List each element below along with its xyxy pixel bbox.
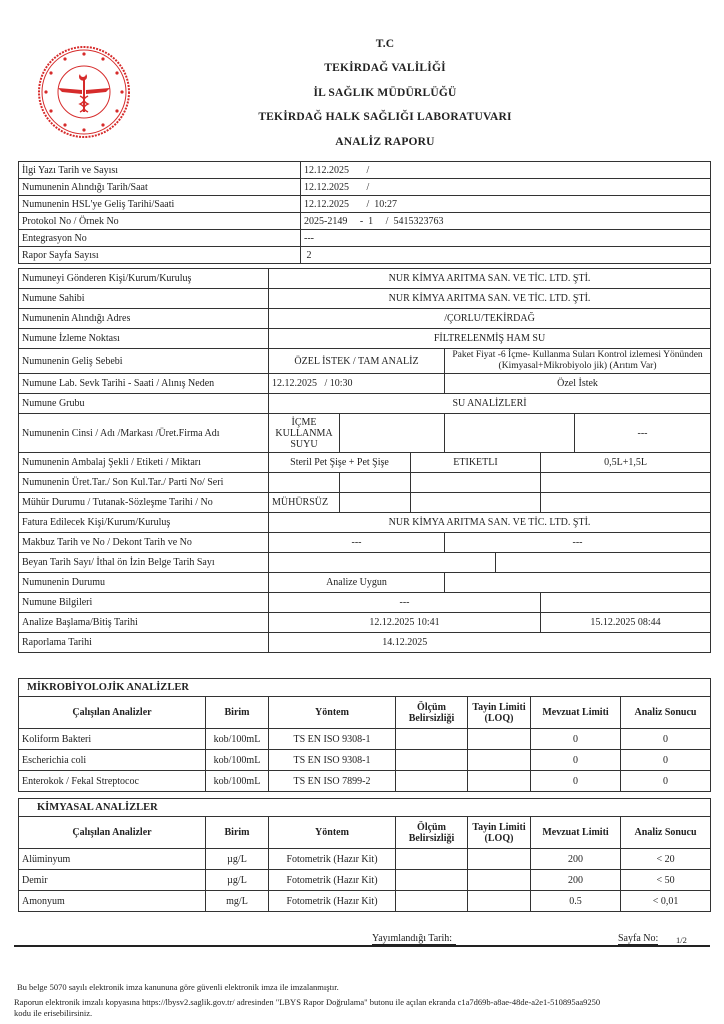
table-row: [19, 394, 711, 414]
analysis-limit: 200: [531, 870, 621, 891]
analysis-limit: 0: [531, 750, 621, 771]
info-label: Rapor Sayfa Sayısı: [19, 247, 301, 264]
sample-details-table: [18, 268, 711, 653]
group-value: SU ANALİZLERİ: [269, 394, 711, 414]
table-row: [19, 473, 711, 493]
analysis-loq: [468, 870, 531, 891]
column-header: Çalışılan Analizler: [19, 697, 206, 729]
label-value: ETIKETLI: [411, 453, 541, 473]
address-value: /ÇORLU/TEKİRDAĞ: [269, 309, 711, 329]
analysis-limit: 200: [531, 849, 621, 870]
monitoring-point-value: FİLTRELENMİŞ HAM SU: [269, 329, 711, 349]
analysis-limit: 0: [531, 771, 621, 792]
page-number-label: Sayfa No:: [618, 933, 659, 944]
analysis-unit: kob/100mL: [206, 750, 269, 771]
info-label: Numunenin HSL'ye Geliş Tarihi/Saati: [19, 196, 301, 213]
analysis-loq: [468, 849, 531, 870]
declaration-value1: [269, 553, 496, 573]
footer-divider: [14, 945, 710, 947]
column-header-line: Ölçüm: [417, 821, 446, 833]
column-header: Mevzuat Limiti: [531, 697, 621, 729]
dekont-value: ---: [445, 533, 711, 553]
table-row: [19, 750, 711, 771]
analysis-loq: [468, 771, 531, 792]
table-row: [19, 247, 711, 264]
analysis-result: 0: [621, 750, 711, 771]
analysis-result: < 50: [621, 870, 711, 891]
seal-value4: [541, 493, 711, 513]
info-value: 12.12.2025 / 10:27: [301, 196, 711, 213]
chemical-table: [18, 798, 711, 912]
column-header: [396, 697, 468, 729]
table-row: [19, 374, 711, 394]
analysis-unit: µg/L: [206, 849, 269, 870]
type-line: KULLANMA: [275, 427, 333, 439]
analysis-result: 0: [621, 729, 711, 750]
manufacturer-value: ---: [575, 414, 711, 453]
reason-detail-line2: (Kimyasal+Mikrobiyolo jik) (Arıtım Var): [498, 361, 657, 371]
lab-dispatch-reason: Özel İstek: [445, 374, 711, 394]
field-label: Makbuz Tarih ve No / Dekont Tarih ve No: [19, 533, 269, 553]
field-label: Numune Grubu: [19, 394, 269, 414]
field-label: Raporlama Tarihi: [19, 633, 269, 653]
field-label: Analize Başlama/Bitiş Tarihi: [19, 613, 269, 633]
field-label: Numuneyi Gönderen Kişi/Kurum/Kuruluş: [19, 269, 269, 289]
field-label: Numune Lab. Sevk Tarihi - Saati / Alınış Neden: [19, 374, 269, 394]
owner-value: NUR KİMYA ARITMA SAN. VE TİC. LTD. ŞTİ.: [269, 289, 711, 309]
reason-value: ÖZEL İSTEK / TAM ANALİZ: [269, 349, 445, 374]
field-label: Numune İzleme Noktası: [19, 329, 269, 349]
reason-detail: [445, 349, 711, 374]
column-header: Mevzuat Limiti: [531, 817, 621, 849]
column-header: Yöntem: [269, 817, 396, 849]
field-label: Fatura Edilecek Kişi/Kurum/Kuruluş: [19, 513, 269, 533]
page-number-value: 1/2: [676, 935, 687, 945]
column-header-line: Tayin Limiti: [472, 821, 526, 833]
type-line: İÇME: [291, 416, 317, 428]
info-value: ---: [301, 230, 711, 247]
column-header: [468, 697, 531, 729]
field-label: Mühür Durumu / Tutanak-Sözleşme Tarihi / No: [19, 493, 269, 513]
seal-value2: [340, 493, 411, 513]
analysis-name: Koliform Bakteri: [19, 729, 206, 750]
production-date: [269, 473, 340, 493]
field-label: Numunenin Durumu: [19, 573, 269, 593]
esign-note: Bu belge 5070 sayılı elektronik imza kanununa göre güvenli elektronik imza ile imzalanmıştır.: [17, 982, 339, 992]
declaration-value2: [496, 553, 711, 573]
quantity-value: 0,5L+1,5L: [541, 453, 711, 473]
microbiology-table: [18, 678, 711, 792]
table-row: [19, 196, 711, 213]
table-row: [19, 309, 711, 329]
type-value: [269, 414, 340, 453]
analysis-result: < 20: [621, 849, 711, 870]
receipt-value: ---: [269, 533, 445, 553]
table-row: [19, 553, 711, 573]
reason-detail-line1: Paket Fiyat -6 İçme- Kullanma Suları Kontrol izlemesi Yönünden: [452, 350, 703, 360]
info-value: 2: [301, 247, 711, 264]
analysis-uncertainty: [396, 750, 468, 771]
analysis-unit: µg/L: [206, 870, 269, 891]
serial-no: [541, 473, 711, 493]
analysis-method: Fotometrik (Hazır Kit): [269, 849, 396, 870]
table-row: [19, 230, 711, 247]
field-label: Numune Sahibi: [19, 289, 269, 309]
column-header-line: Ölçüm: [417, 701, 446, 713]
analysis-method: TS EN ISO 9308-1: [269, 750, 396, 771]
field-label: Numunenin Ambalaj Şekli / Etiketi / Miktarı: [19, 453, 269, 473]
table-row: [19, 349, 711, 374]
published-date-label: Yayımlandığı Tarih:: [372, 933, 456, 945]
table-row: [19, 633, 711, 653]
table-row: [19, 849, 711, 870]
info-value: 12.12.2025 /: [301, 179, 711, 196]
analysis-end-date: 15.12.2025 08:44: [541, 613, 711, 633]
lab-dispatch-date: 12.12.2025 / 10:30: [269, 374, 445, 394]
status-value2: [445, 573, 711, 593]
analysis-limit: 0: [531, 729, 621, 750]
table-row: [19, 329, 711, 349]
analysis-method: Fotometrik (Hazır Kit): [269, 870, 396, 891]
column-header-line: Belirsizliği: [408, 832, 455, 844]
info-label: Protokol No / Örnek No: [19, 213, 301, 230]
header-tc: T.C: [375, 38, 395, 50]
table-row: [19, 593, 711, 613]
column-header: Birim: [206, 697, 269, 729]
brand-value: [445, 414, 575, 453]
table-row: [19, 213, 711, 230]
table-row: [19, 771, 711, 792]
header-directorate: İL SAĞLIK MÜDÜRLÜĞÜ: [313, 87, 457, 99]
info-value: 2025-2149 - 1 / 5415323763: [301, 213, 711, 230]
analysis-method: Fotometrik (Hazır Kit): [269, 891, 396, 912]
page-title: ANALİZ RAPORU: [335, 136, 435, 148]
column-header-line: (LOQ): [484, 712, 514, 724]
info-label: İlgi Yazı Tarih ve Sayısı: [19, 162, 301, 179]
analysis-name: Enterokok / Fekal Streptococ: [19, 771, 206, 792]
field-label: Numunenin Üret.Tar./ Son Kul.Tar./ Parti No/ Seri: [19, 473, 269, 493]
analysis-unit: mg/L: [206, 891, 269, 912]
column-header: Çalışılan Analizler: [19, 817, 206, 849]
column-header-line: Tayin Limiti: [472, 701, 526, 713]
table-row: [19, 729, 711, 750]
field-label: Beyan Tarih Sayı/ İthal ön İzin Belge Tarih Sayı: [19, 553, 269, 573]
analysis-start-date: 12.12.2025 10:41: [269, 613, 541, 633]
analysis-name: Demir: [19, 870, 206, 891]
analysis-name: Amonyum: [19, 891, 206, 912]
field-label: Numune Bilgileri: [19, 593, 269, 613]
column-header: [396, 817, 468, 849]
packaging-value: Steril Pet Şişe + Pet Şişe: [269, 453, 411, 473]
verify-line: Raporun elektronik imzalı kopyasına https://lbysv2.saglik.gov.tr/ adresinden "LBYS Rapor Doğrulama" butonu ile açılan ekranda c1a7d69b-a8ae-48de-a2e1-510895aa9250: [14, 997, 601, 1007]
section-title: KİMYASAL ANALİZLER: [19, 799, 711, 817]
top-info-table: [18, 161, 711, 264]
table-row: [19, 453, 711, 473]
sender-value: NUR KİMYA ARITMA SAN. VE TİC. LTD. ŞTİ.: [269, 269, 711, 289]
column-header: Birim: [206, 817, 269, 849]
table-row: [19, 289, 711, 309]
analysis-uncertainty: [396, 870, 468, 891]
name-value: [340, 414, 445, 453]
header-governorship: TEKİRDAĞ VALİLİĞİ: [324, 62, 446, 74]
status-value: Analize Uygun: [269, 573, 445, 593]
analysis-result: < 0,01: [621, 891, 711, 912]
column-header: Analiz Sonucu: [621, 817, 711, 849]
table-row: [19, 891, 711, 912]
seal-status: MÜHÜRSÜZ: [269, 493, 340, 513]
seal-value3: [411, 493, 541, 513]
column-header: [468, 817, 531, 849]
sample-info-value2: [541, 593, 711, 613]
analysis-name: Escherichia coli: [19, 750, 206, 771]
type-line: SUYU: [290, 438, 318, 450]
table-row: [19, 573, 711, 593]
info-label: Entegrasyon No: [19, 230, 301, 247]
analysis-name: Alüminyum: [19, 849, 206, 870]
analysis-method: TS EN ISO 9308-1: [269, 729, 396, 750]
info-value: 12.12.2025 /: [301, 162, 711, 179]
column-header: Yöntem: [269, 697, 396, 729]
report-date-empty: [541, 633, 711, 653]
table-row: [19, 179, 711, 196]
header-laboratory: TEKİRDAĞ HALK SAĞLIĞI LABORATUVARI: [258, 111, 512, 123]
analysis-loq: [468, 750, 531, 771]
column-header: Analiz Sonucu: [621, 697, 711, 729]
ministry-of-health-seal-icon: [36, 44, 132, 140]
analysis-uncertainty: [396, 771, 468, 792]
table-row: [19, 533, 711, 553]
table-row: [19, 613, 711, 633]
analysis-loq: [468, 729, 531, 750]
analysis-method: TS EN ISO 7899-2: [269, 771, 396, 792]
analysis-unit: kob/100mL: [206, 729, 269, 750]
table-row: [19, 162, 711, 179]
table-row: [19, 870, 711, 891]
invoice-value: NUR KİMYA ARITMA SAN. VE TİC. LTD. ŞTİ.: [269, 513, 711, 533]
field-label: Numunenin Geliş Sebebi: [19, 349, 269, 374]
analysis-uncertainty: [396, 729, 468, 750]
analysis-unit: kob/100mL: [206, 771, 269, 792]
table-row: [19, 414, 711, 453]
verify-line-2: kodu ile erisebilirsiniz.: [14, 1008, 93, 1018]
field-label: Numunenin Cinsi / Adı /Markası /Üret.Firma Adı: [19, 414, 269, 453]
table-row: [19, 493, 711, 513]
analysis-result: 0: [621, 771, 711, 792]
column-header-line: (LOQ): [484, 832, 514, 844]
info-label: Numunenin Alındığı Tarih/Saat: [19, 179, 301, 196]
section-title: MİKROBİYOLOJİK ANALİZLER: [19, 679, 711, 697]
table-row: [19, 513, 711, 533]
analysis-limit: 0.5: [531, 891, 621, 912]
column-header-line: Belirsizliği: [408, 712, 455, 724]
report-date-value: 14.12.2025: [269, 633, 541, 653]
batch-no: [411, 473, 541, 493]
analysis-uncertainty: [396, 891, 468, 912]
table-row: [19, 269, 711, 289]
expiry-date: [340, 473, 411, 493]
analysis-uncertainty: [396, 849, 468, 870]
field-label: Numunenin Alındığı Adres: [19, 309, 269, 329]
sample-info-value: ---: [269, 593, 541, 613]
analysis-loq: [468, 891, 531, 912]
